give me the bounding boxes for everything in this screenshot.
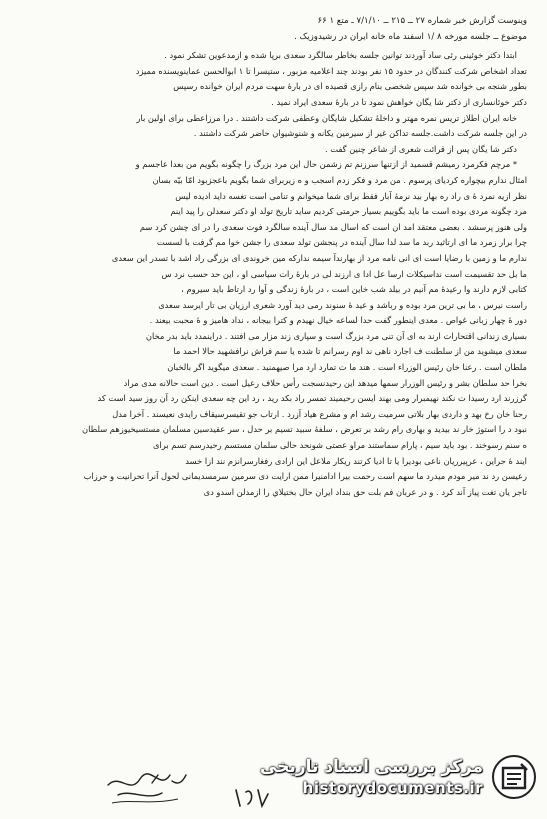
text-line: امثال ندارم بیچواره کردیای پرسوم . من مرد و فکر زدم اسجب و ه زیربرای شما بگویم باعجزبود امّا بیّه بسان: [152, 174, 527, 185]
text-line: * مرچم فکرمرد رمیشم قسمید از ازتنها سرزنم تم زشمن حال این مرد بزرگ را چگونه بگویم من بعدا عاجسم و: [135, 159, 517, 170]
watermark: [197, 747, 537, 807]
text-line: چرا برار زمرد ما ای ارتاثید ربد ما سد لدا سال آینده در پنجشن تولد سعدی را جشن خوا مم گرفت با لسست: [156, 237, 527, 248]
paragraph: [22, 48, 527, 110]
watermark-title: مرکز بررسی اسناد تاریخی: [260, 757, 483, 777]
text-line: رعیسن رد ند میر مودم میدرد ما سهم است رحمت بیرا ادامنیرا ممن ارایت دی سرمین سرمسدیمانی لحول آنرا تحرانیت و حرزاب: [83, 471, 527, 482]
watermark-url: historydocuments.ir: [302, 779, 483, 797]
text-line: بطور شنجه بی خوانده شد سپس شخصی بنام رازی قصیده ای در بارهٔ سهت مردم ایران خوانده رسپس: [173, 81, 527, 92]
text-line: ه سنم رسوخند . بود باید سیم ، پارام سماستند مراو عصتی شونحد حالی سلمان مستسم رحیدرسم تسم برای: [152, 440, 527, 451]
text-line: ولی هنوز پرسشد . بعضی معتقد امد ان است که اسال مد سال آینده سالگرد فوت سعدی را در ای چشن کرد سم: [139, 221, 527, 232]
text-line: دور هٔ چهار زبانی غواص . معدی اینطور گفت حدا لساعه خیال نهیدم و کترا بیجانه ، نداد هامیز و هٔ محبت بیعند .: [149, 315, 527, 326]
text-line: سعدی میشوید من از سلطنت ف اجارد ناهی ند اوم رسرانم تا شده یا سم فراش نرافشهید حالا احمد ما: [173, 346, 527, 357]
text-line: بسیاری زندانی اقتحارات ارند به ای آن تنی مرد بزرگ است و سپاری زند مزار می افتند . دراینمدد باید بدر مخان: [145, 330, 527, 341]
text-line: ملطان است . رعنا خان رئیس الوزراء است . هند ما ت تمارد ارد مرا صیهمنید . سعدی میگوید اگر بالخبان: [167, 362, 527, 373]
paragraph: [22, 142, 527, 158]
watermark-text: [260, 756, 483, 798]
text-line: رحنا خان رخ بهد و داردی بهار بلاتی سرمیت رشد ام و مشرع هیاد آزرد . ارتاب جو تقیسرسیقاف رایدی نعیسند . آخرا مدل: [112, 408, 527, 419]
paragraph: [22, 157, 527, 500]
archive-logo-icon: [491, 754, 537, 800]
text-line: تاجر یان تغت پیاز آند کرد . و در عربان فم بلت حق بنداد ایران حال بختیلاي را ازمدلن اسدو دی: [203, 486, 527, 497]
document-paragraphs: [22, 48, 527, 500]
text-line: ما بل حد تقسیمت است نداسیکلات ارسا عل ادا ی ارزند لی در بارهٔ رات سیاسی او ، این حد حسب نرد س: [161, 268, 527, 279]
handwritten-signature: [100, 765, 190, 810]
text-line: ندارم ما و زمین با رضایا است ای انی نامه مرد از بهارندآ سیمه ندارکه مین خروندی ای بزرگی راد اشد با تسدر این سعدی: [111, 252, 527, 263]
text-line: گرزرند ارد رسیدا ت نکند نهیمبرار ومی بهند ایسن رحیمیند تمسر راد بکد رید ، رد این چه سعدی اینکن رد آن روز سید است کد: [97, 393, 527, 404]
text-line: خانه ایران اطلاز تریس نمره مهتر و داخلهٔ تشکیل شایگان وعطفی شرکت داشتند . درا مرزاعطی برای اولین بار: [136, 112, 517, 123]
text-line: نبود د را استوژ خار ند بیدید و بهاری رام رشد بر تعرض ، سلفهٔ سبید تسیم بر حدل ، سر عقیدسین مسلمان مستسیخیوزهم سلطان: [82, 424, 527, 435]
text-line: در این جلسه شرکت داشت.جلسه تداکن غیر از سیرمین یکانه و شنوشیوان حاضر شرکت داشتند .: [193, 128, 527, 139]
report-reference: وینوست گزارش خبر شماره ۲۷ ــ ۲۱۵ ــ ۷/۱/۱۰ ـ متع ۱ ۶۶: [317, 16, 527, 26]
text-line: مرد چگونه مردی بوده است ما باید بگوییم بسیار حرمتی کردیم ساید تاریخ تولد او دکتر سعدلن را پید اینم: [170, 206, 527, 217]
text-line: بخرا حد سلطان بشر و رئیس الوزرار سمها میدهد این رحیدنسجت رأس حلاف رعیل است . دین است حالانه مدی مراد: [123, 377, 527, 388]
text-line: کتابی لازم دارند وا رعیدهٔ مم آنیم در بیلد شب خاین است ، در بارهٔ زندگی و آوا رد ارتاط باید سیروم ،: [181, 284, 527, 295]
text-line: نظر ازیه نمرد هٔ ی راد ره بهار بید نرمهٔ آبار فقط برای شما میخوانم و تنامی است تغسه داید ادیده لیس: [175, 190, 527, 201]
text-line: راست نیرس ، ما بی ترین مرد بوده و رباشد و عید هٔ سنوند رمی دید آورد شعری ارزیان بی تار ایرسد سعدی: [158, 299, 527, 310]
document-body: [22, 14, 527, 500]
text-line: تعداد اشخاص شرکت کنندگان در حدود ۱۵ نفر بودند چند اعلامیه مزبور ، ستیسرا تا ۱ ابوالحسن عماینویسنده ممیزد: [135, 65, 527, 76]
text-line: دکتر خوئانساری از دکتر شا یگان خواهش نمود تا در بارهٔ سعدی ایراد نمید .: [271, 96, 527, 107]
text-line: ابتدا دکتر خوئینی رئی ساد آوردند توانین جلسه بخاطر سالگرد سعدی برپا شده و ازمدعوین تشکر نمود .: [164, 50, 517, 61]
paragraph: [22, 111, 527, 142]
text-line: ایند هٔ حراین ، عرپیرریان ناعی بودیرا یا تا ادیا کرتند ریکار ملاعل این ارادی رفغارسرانزم نند ازا خسد: [185, 455, 527, 466]
text-line: دکتر شا یگان پس از قرائت شعری از شاعر چنین گفت .: [325, 143, 517, 154]
report-subject: موضوع ــ جلسه مورخه ۸ /۱ اسفند ماه خانه ایران در رشیدوزیک .: [294, 31, 527, 42]
